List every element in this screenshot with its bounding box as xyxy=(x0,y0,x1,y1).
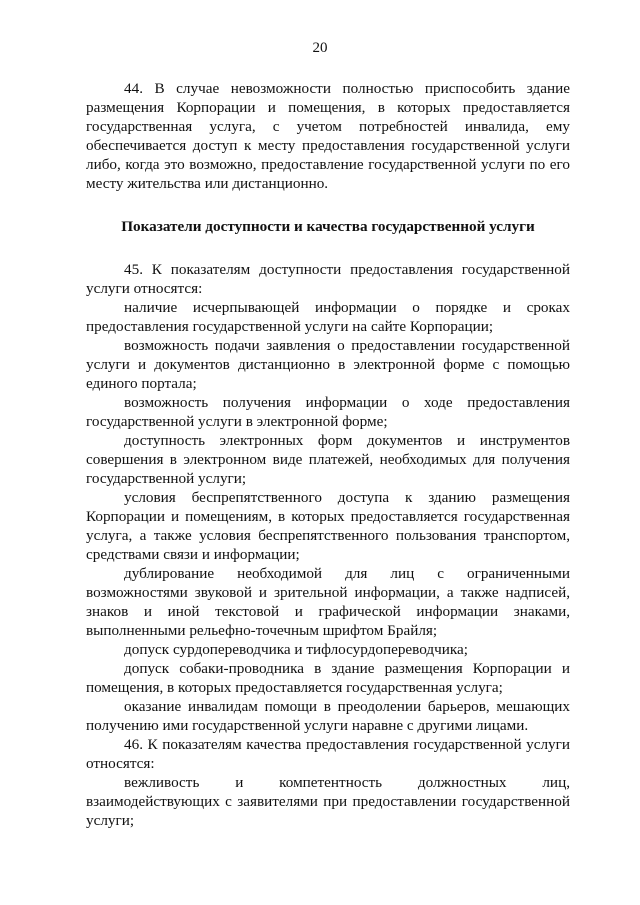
page-number: 20 xyxy=(312,40,328,56)
paragraph-45-item: допуск сурдопереводчика и тифлосурдопереводчика; xyxy=(124,641,468,658)
paragraph-45-item: допуск собаки-проводника в здание размещения Корпорации и помещения, в которых предоставляется государственная услуга; xyxy=(86,660,570,696)
paragraph-45-item: доступность электронных форм документов и инструментов совершения в электронном виде платежей, необходимых для получения государственной услуги; xyxy=(86,432,570,487)
paragraph-45-item: наличие исчерпывающей информации о порядке и сроках предоставления государственной услуги на сайте Корпорации; xyxy=(86,299,570,335)
paragraph-45-intro: 45. К показателям доступности предоставления государственной услуги относятся: xyxy=(86,261,570,297)
paragraph-45-item: дублирование необходимой для лиц с ограниченными возможностями звуковой и зрительной информации, а также надписей, знаков и иной текстовой и графической информации знаками, выполненными рельефно-точечным шрифтом Брайля; xyxy=(86,565,570,639)
paragraph-45-item: оказание инвалидам помощи в преодолении барьеров, мешающих получению ими государственной услуги наравне с другими лицами. xyxy=(86,698,570,734)
paragraph-46-item: вежливость и компетентность должностных лиц, взаимодействующих с заявителями при предоставлении государственной услуги; xyxy=(86,774,570,829)
paragraph-45-item: возможность подачи заявления о предоставлении государственной услуги и документов дистанционно в электронной форме с помощью единого портала; xyxy=(86,337,570,392)
paragraph-46-intro: 46. К показателям качества предоставления государственной услуги относятся: xyxy=(86,736,570,772)
paragraph-45-item: условия беспрепятственного доступа к зданию размещения Корпорации и помещениям, в которых предоставляется государственная услуга, а также условия беспрепятственного пользования транспортом, средствами связи и информации; xyxy=(86,489,570,563)
section-heading: Показатели доступности и качества государственной услуги xyxy=(121,218,535,235)
paragraph-45-item: возможность получения информации о ходе предоставления государственной услуги в электронной форме; xyxy=(86,394,570,430)
document-body xyxy=(86,79,570,830)
paragraph-44: 44. В случае невозможности полностью приспособить здание размещения Корпорации и помещения, в которых предоставляется государственная услуга, с учетом потребностей инвалида, ему обеспечивается доступ к месту предоставления государственной услуги либо, когда это возможно, предоставление государственной услуги по его месту жительства или дистанционно. xyxy=(86,80,570,192)
